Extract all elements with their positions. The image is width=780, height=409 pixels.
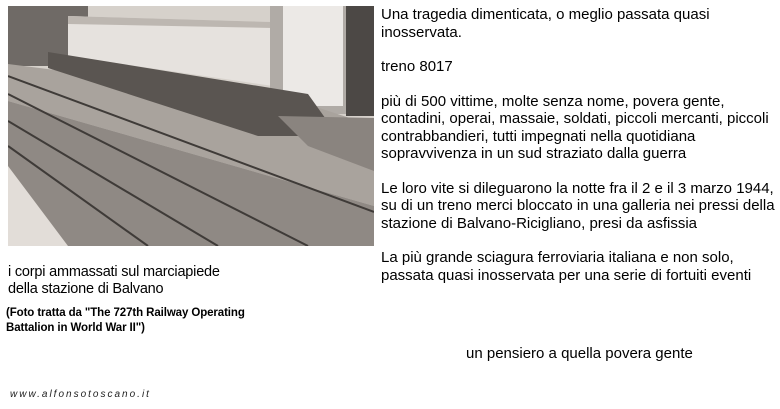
station-photo bbox=[8, 6, 374, 246]
victims-paragraph: più di 500 vittime, molte senza nome, povera gente, contadini, operai, massaie, soldati, piccoli mercanti, piccoli contrabbandieri, tutti impegnati nella quotidiana sopravvivenza in un sud straziato dalla guerra bbox=[381, 92, 769, 162]
station-photo-graphic bbox=[8, 6, 374, 246]
closing-thought: un pensiero a quella povera gente bbox=[466, 345, 693, 362]
credit-line-2: Battalion in World War II") bbox=[6, 322, 145, 334]
article-text bbox=[381, 6, 777, 301]
caption-line-2: della stazione di Balvano bbox=[8, 281, 164, 297]
night-paragraph: Le loro vite si dileguarono la notte fra il 2 e il 3 marzo 1944, su di un treno merci bloccato in una galleria nei pressi della stazione di Balvano-Ricigliano, presi da asfissia bbox=[381, 179, 775, 232]
disaster-paragraph: La più grande sciagura ferroviaria italiana e non solo, passata quasi inosservata per una serie di fortuiti eventi bbox=[381, 249, 752, 284]
photo-caption bbox=[8, 264, 220, 298]
intro-paragraph: Una tragedia dimenticata, o meglio passata quasi inosservata. bbox=[381, 6, 710, 41]
website-link[interactable]: www.alfonsotoscano.it bbox=[10, 389, 151, 400]
photo-credit bbox=[6, 306, 245, 336]
train-paragraph: treno 8017 bbox=[381, 58, 453, 75]
credit-line-1: (Foto tratta da "The 727th Railway Operating bbox=[6, 307, 245, 319]
caption-line-1: i corpi ammassati sul marciapiede bbox=[8, 264, 220, 280]
